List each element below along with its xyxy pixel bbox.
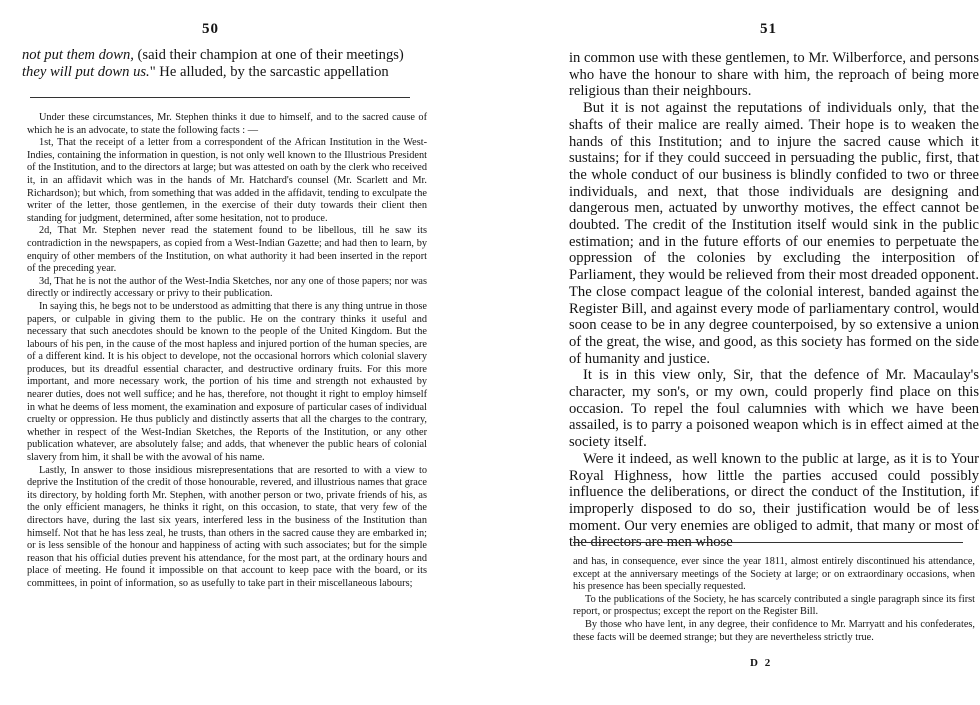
italic-text: they will put down us. — [22, 63, 150, 80]
main-paragraph: It is in this view only, Sir, that the defence of Mr. Macaulay's character, my son's, or my own, could properly find place on this occasion. To repel the foul calumnies with which we have been assailed, is to parry a poisoned weapon which is in effect aimed at the society itself. — [569, 367, 979, 451]
footnote-divider — [30, 97, 410, 98]
footnote-divider — [573, 542, 963, 543]
page-number: 51 — [760, 21, 777, 37]
page-number: 50 — [202, 21, 219, 37]
italic-text: not put them down, — [22, 47, 134, 63]
main-paragraph: in common use with these gentlemen, to Mr. Wilberforce, and persons who have the honour to share with him, the reproach of being more religious than their neighbours. — [569, 50, 979, 100]
text-run: (said their champion at one of their meetings) — [133, 47, 404, 63]
footnote-paragraph: To the publications of the Society, he has scarcely contributed a single paragraph since its first report, or prospectus; except the report on the Register Bill. — [573, 593, 975, 618]
footnote-paragraph: Under these circumstances, Mr. Stephen thinks it due to himself, and to the sacred cause of which he is an advocate, to state the following facts : — — [27, 112, 427, 136]
signature-mark: D 2 — [750, 657, 773, 669]
footnote-paragraph: In saying this, he begs not to be understood as admitting that there is any thing untrue in those papers, or culpable in giving them to the public. He on the contrary thinks it useful and necessary that such anecdotes should be known to the people of the United Kingdom. But the labours of his pen, in the cause of the most hapless and injured portion of the human species, are of a different kind. It is his object to develope, not the occasional horrors which colonial slavery produces, but its dreadful essential character, and destructive ordinary fruits. For this more important, and more necessary work, the portion of his time and strength not exhausted by nearer duties, does not well suffice; and he has, therefore, not thought it right to employ himself in what he deems of less moment, the examination and exposure of particular cases of individual cruelty or oppression. He thus publicly and distinctly asserts that all the charges to the contrary, whether in respect of the West-Indian Sketches, the Reports of the Institution, or any other publication whatever, are absolutely false; and adds, that whenever the public hears of colonial slavery from him, it shall be with the avowal of his name. — [27, 300, 427, 464]
left-page — [0, 0, 450, 705]
footnote — [27, 112, 427, 591]
main-paragraph — [22, 47, 417, 80]
footnote-paragraph: 3d, That he is not the author of the West-India Sketches, nor any one of those papers; nor was directly or indirectly accessary or privy to their publication. — [27, 275, 427, 300]
footnote-paragraph: Lastly, In answer to those insidious misrepresentations that are resorted to with a view to deprive the Institution of the credit of those honourable, revered, and illustrious names that grace its directory, by holding forth Mr. Stephen, with another person or two, private friends of his, as the only efficient managers, he thinks it right, on this occasion, to state, that very few of the directors have, during the last six years, interfered less in the business of the Institution than himself. Not that he has less zeal, he trusts, than others in the sacred cause they are embarked in; or is less sensible of the honour and happiness of acting with such associates; but for the simple reason that his official duties prevent his attendance, for the most part, at the ordinary hours and place of meeting. He found it impossible on that account to keep pace with the board, or its committees, in point of information, so as usefully to take part in their miscellaneous labours; — [27, 464, 427, 589]
footnote — [573, 556, 975, 644]
footnote-paragraph: By those who have lent, in any degree, their confidence to Mr. Marryatt and his confederates, these facts will be deemed strange; but they are nevertheless strictly true. — [573, 618, 975, 643]
text-run: " He alluded, by the sarcastic appellation — [149, 63, 389, 80]
footnote-paragraph: and has, in consequence, ever since the year 1811, almost entirely discontinued his attendance, except at the anniversary meetings of the Society at large; or on extraordinary occasions, when his presence has been specially requested. — [573, 556, 975, 593]
main-paragraph: Were it indeed, as well known to the public at large, as it is to Your Royal Highness, how little the parties accused could possibly influence the deliberations, or direct the conduct of the Institution, if improperly disposed to do so, their justification would be of less moment. Our very enemies are obliged to admit, that many or most of the directors are men whose — [569, 450, 979, 551]
main-paragraph: But it is not against the reputations of individuals only, that the shafts of their malice are really aimed. Their hope is to weaken the hands of this Institution; and to injure the sacred cause which it sustains; for if they could succeed in persuading the public, first, that the whole conduct of our business is blindly confided to two or three individuals, and next, that those individuals are designing and dangerous men, actuated by unworthy motives, the effect cannot be doubted. The credit of the Institution itself would sink in the public estimation; and in the future efforts of our enemies to perpetuate the oppression of the colonies by excluding the interposition of Parliament, they would be relieved from their most dreaded opponent. The close compact league of the colonial interest, banded against the Register Bill, and against every mode of parliamentary control, would soon cease to be in any degree counterpoised, by so extensive a union of the great, the wise, and good, as this society has formed on the side of humanity and justice. — [569, 100, 979, 367]
right-page — [545, 0, 980, 705]
footnote-paragraph: 2d, That Mr. Stephen never read the statement found to be libellous, till he saw its contradiction in the newspapers, as copied from a West-Indian Gazette; and had then to learn, by enquiry of other members of the Institution, on what authority it had been inserted in the report of the preceding year. — [27, 225, 427, 275]
main-text — [569, 50, 979, 551]
main-text — [22, 47, 417, 80]
footnote-paragraph: 1st, That the receipt of a letter from a correspondent of the African Institution in the West-Indies, containing the information in question, is not only well known to the Illustrious President of the Institution, and to the directors at large; but was attested on oath by the clerk who received it, in an affidavit which was in the hands of Mr. Hatchard's counsel (Mr. Scarlett and Mr. Richardson); but which, from something that was added in the affidavit, tending to exculpate the writer of the letter, those gentlemen, in the exercise of their duty towards their client then standing for judgment, determined, after some hesitation, not to produce. — [27, 137, 427, 224]
